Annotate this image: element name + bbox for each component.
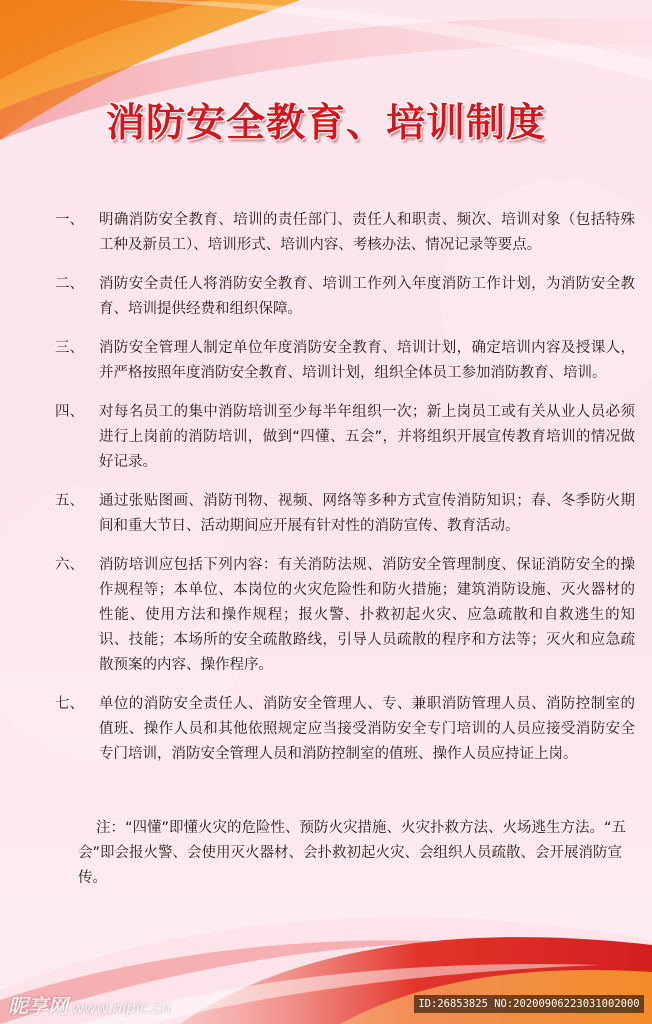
item-number: 六、 (55, 557, 84, 573)
item-text: 单位的消防安全责任人、消防安全管理人、专、兼职消防管理人员、消防控制室的值班、操作人员和其他依照规定应当接受消防安全专门培训的人员应接受消防安全专门培训，消防安全管理人员和消防控制室的值班、操作人员应持证上岗。 (99, 696, 635, 762)
item-number: 二、 (55, 276, 84, 292)
watermark-brand (8, 990, 171, 1019)
item-text: 消防培训应包括下列内容：有关消防法规、消防安全管理制度、保证消防安全的操作规程等；本单位、本岗位的火灾危险性和防火措施；建筑消防设施、灭火器材的性能、使用方法和操作规程；报火警、扑救初起火灾、应急疏散和自救逃生的知识、技能；本场所的安全疏散路线，引导人员疏散的程序和方法等；灭火和应急疏散预案的内容、操作程序。 (99, 557, 635, 673)
item-number: 五、 (55, 493, 84, 509)
footnote: 注：“四懂”即懂火灾的危险性、预防火灾措施、火灾扑救方法、火场逃生方法。“五会”即会报火警、会使用灭火器材、会扑救初起火灾、会组织人员疏散、会开展消防宣传。 (78, 820, 627, 886)
watermark-id: ID:26853825 NO:20200906223031002000 (414, 995, 644, 1013)
item-number: 四、 (55, 404, 84, 420)
list-item (55, 553, 635, 678)
item-text: 消防安全管理人制定单位年度消防安全教育、培训计划，确定培训内容及授课人，并严格按照年度消防安全教育、培训计划，组织全体员工参加消防教育、培训。 (99, 340, 635, 381)
list-item (55, 489, 635, 539)
watermark-site: www.nipic.cn (72, 999, 171, 1017)
list-item (55, 272, 635, 322)
list-item (55, 208, 635, 258)
list-item (55, 692, 635, 767)
item-text: 对每名员工的集中消防培训至少每半年组织一次；新上岗员工或有关从业人员必须进行上岗前的消防培训，做到“四懂、五会”，并将组织开展宣传教育培训的情况做好记录。 (99, 404, 635, 470)
regulation-list (55, 208, 635, 781)
item-number: 一、 (55, 212, 84, 228)
item-text: 明确消防安全教育、培训的责任部门、责任人和职责、频次、培训对象（包括特殊工种及新员工）、培训形式、培训内容、考核办法、情况记录等要点。 (99, 212, 635, 253)
list-item (55, 336, 635, 386)
item-number: 七、 (55, 696, 84, 712)
page-title: 消防安全教育、培训制度 (105, 101, 546, 146)
item-text: 消防安全责任人将消防安全教育、培训工作列入年度消防工作计划，为消防安全教育、培训提供经费和组织保障。 (99, 276, 635, 317)
item-number: 三、 (55, 340, 84, 356)
list-item (55, 400, 635, 475)
item-text: 通过张贴图画、消防刊物、视频、网络等多种方式宣传消防知识；春、冬季防火期间和重大节日、活动期间应开展有针对性的消防宣传、教育活动。 (99, 493, 635, 534)
watermark-brand-text: 昵享网 (8, 994, 68, 1018)
